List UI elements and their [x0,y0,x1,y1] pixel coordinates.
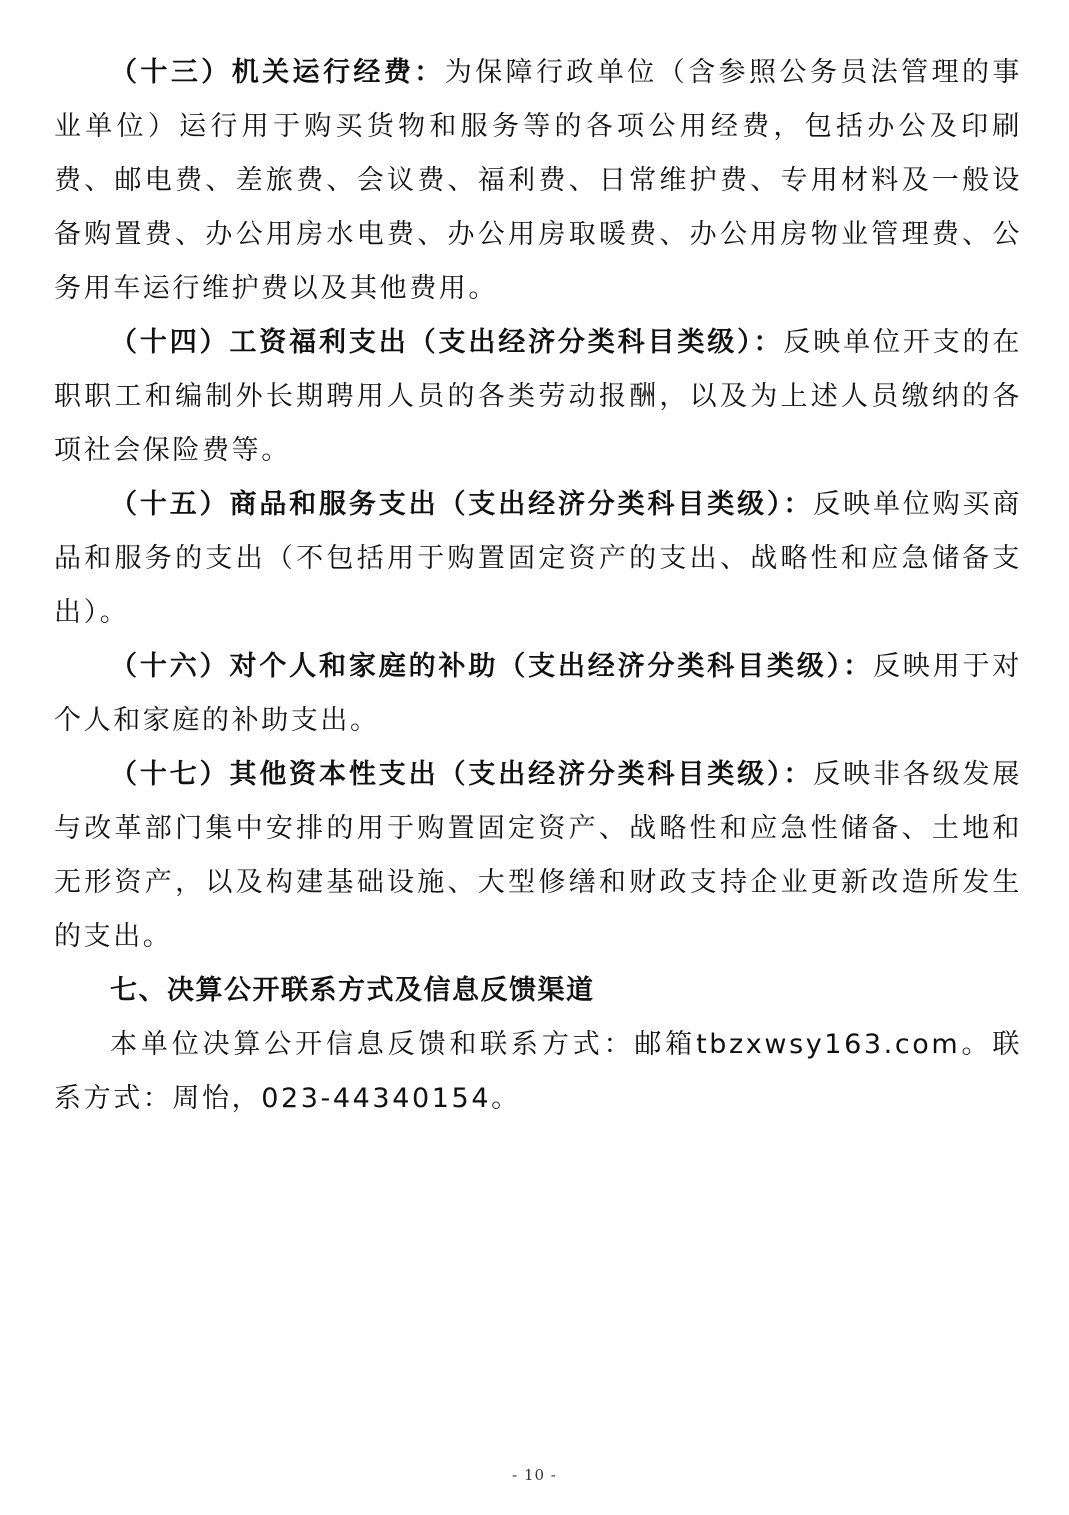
paragraph-body: 反映单位开支的在职职工和编制外长期聘用人员的各类劳动报酬，以及为上述人员缴纳的各项社会保险费等。 [54,327,1022,466]
paragraph-body: 反映单位购买商品和服务的支出（不包括用于购置固定资产的支出、战略性和应急储备支出）。 [54,489,1022,628]
paragraph-13 [54,46,1022,316]
paragraph-lead: （十四）工资福利支出（支出经济分类科目类级）： [110,327,784,358]
paragraph-14 [54,316,1022,478]
document-page [54,46,1022,1126]
paragraph-lead: （十七）其他资本性支出（支出经济分类科目类级）： [110,759,814,790]
paragraph-body: 反映用于对个人和家庭的补助支出。 [54,651,1022,736]
section-heading: 七、决算公开联系方式及信息反馈渠道 [110,975,595,1006]
paragraph-lead: （十五）商品和服务支出（支出经济分类科目类级）： [110,489,814,520]
paragraph-body: 反映非各级发展与改革部门集中安排的用于购置固定资产、战略性和应急性储备、土地和无形资产，以及构建基础设施、大型修缮和财政支持企业更新改造所发生的支出。 [54,759,1022,952]
paragraph-16 [54,640,1022,748]
paragraph-lead: （十三）机关运行经费： [110,57,445,88]
paragraph-lead: （十六）对个人和家庭的补助（支出经济分类科目类级）： [110,651,873,682]
paragraph-15 [54,478,1022,640]
contact-paragraph: 本单位决算公开信息反馈和联系方式：邮箱tbzxwsy163.com。联系方式：周怡，023-44340154。 [54,1029,1022,1114]
page-number: - 10 - [512,1466,557,1484]
paragraph-body: 为保障行政单位（含参照公务员法管理的事业单位）运行用于购买货物和服务等的各项公用经费，包括办公及印刷费、邮电费、差旅费、会议费、福利费、日常维护费、专用材料及一般设备购置费、办公用房水电费、办公用房取暖费、办公用房物业管理费、公务用车运行维护费以及其他费用。 [54,57,1022,304]
paragraph-17 [54,748,1022,964]
